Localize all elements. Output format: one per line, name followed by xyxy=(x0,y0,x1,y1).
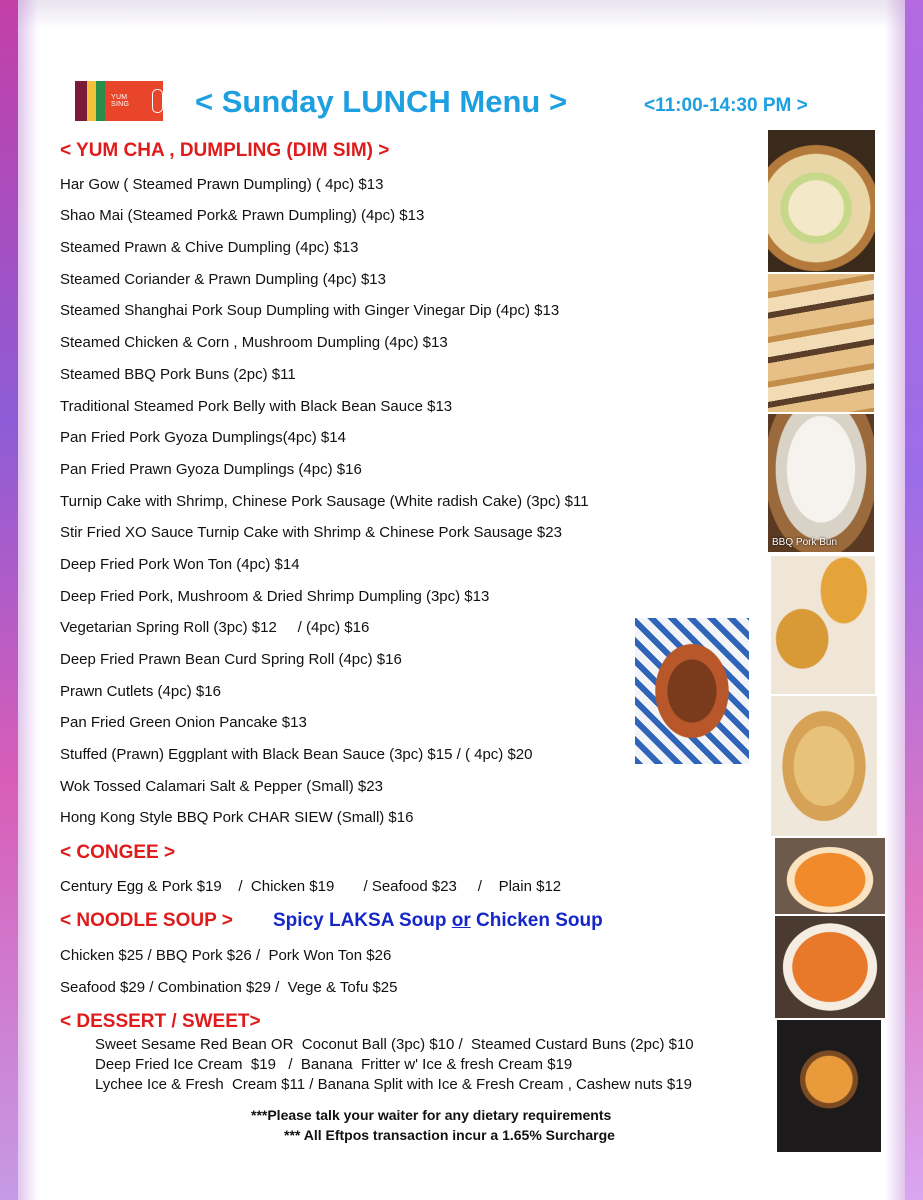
photo-eggplant-dish xyxy=(635,618,749,764)
menu-item: Turnip Cake with Shrimp, Chinese Pork Sausage (White radish Cake) (3pc) $11 xyxy=(60,493,589,510)
left-decorative-border xyxy=(0,0,18,1200)
section-heading-yum-cha: < YUM CHA , DUMPLING (DIM SIM) > xyxy=(60,140,390,161)
chicken-soup-option: Chicken Soup xyxy=(470,910,603,931)
menu-item: Deep Fried Prawn Bean Curd Spring Roll (4pc) $16 xyxy=(60,651,402,668)
photo-fried-dumplings xyxy=(771,556,875,694)
menu-item: Stuffed (Prawn) Eggplant with Black Bean Sauce (3pc) $15 / ( 4pc) $20 xyxy=(60,746,533,763)
right-decorative-border xyxy=(905,0,923,1200)
menu-item: Shao Mai (Steamed Pork& Prawn Dumpling) (4pc) $13 xyxy=(60,207,425,224)
menu-item: Hong Kong Style BBQ Pork CHAR SIEW (Small) $16 xyxy=(60,809,414,826)
restaurant-logo xyxy=(75,81,163,121)
menu-item: Stir Fried XO Sauce Turnip Cake with Shrimp & Chinese Pork Sausage $23 xyxy=(60,524,562,541)
photo-salt-pepper-calamari xyxy=(771,696,877,836)
menu-title: < Sunday LUNCH Menu > xyxy=(195,84,568,119)
logo-badge-icon xyxy=(152,89,163,113)
noodle-soup-base-options xyxy=(273,910,603,932)
menu-item: Pan Fried Prawn Gyoza Dumplings (4pc) $16 xyxy=(60,461,362,478)
surcharge-note: *** All Eftpos transaction incur a 1.65% Surcharge xyxy=(284,1127,615,1143)
photo-dessert xyxy=(777,1020,881,1152)
logo-text: YUM SING xyxy=(110,94,130,108)
photo-gyoza xyxy=(768,274,874,412)
dietary-note: ***Please talk your waiter for any dietary requirements xyxy=(251,1107,612,1123)
photo-laksa-soup xyxy=(775,838,885,914)
menu-item: Traditional Steamed Pork Belly with Black Bean Sauce $13 xyxy=(60,398,453,415)
photo-bbq-pork-bun xyxy=(768,414,874,552)
menu-item: Steamed Shanghai Pork Soup Dumpling with Ginger Vinegar Dip (4pc) $13 xyxy=(60,302,560,319)
menu-item: Pan Fried Pork Gyoza Dumplings(4pc) $14 xyxy=(60,429,346,446)
menu-item: Deep Fried Pork Won Ton (4pc) $14 xyxy=(60,556,300,573)
menu-item: Prawn Cutlets (4pc) $16 xyxy=(60,683,221,700)
section-heading-dessert: < DESSERT / SWEET> xyxy=(60,1011,261,1032)
menu-item: Deep Fried Pork, Mushroom & Dried Shrimp Dumpling (3pc) $13 xyxy=(60,588,490,605)
laksa-option: Spicy LAKSA Soup xyxy=(273,910,452,931)
dessert-line: Deep Fried Ice Cream $19 / Banana Fritter w' Ice & fresh Cream $19 xyxy=(95,1056,573,1073)
top-fade xyxy=(0,0,923,30)
menu-item: Steamed Chicken & Corn , Mushroom Dumpling (4pc) $13 xyxy=(60,334,448,351)
menu-item: Steamed BBQ Pork Buns (2pc) $11 xyxy=(60,366,296,383)
section-heading-congee: < CONGEE > xyxy=(60,842,176,863)
noodle-prices-line: Seafood $29 / Combination $29 / Vege & Tofu $25 xyxy=(60,979,398,996)
dessert-line: Lychee Ice & Fresh Cream $11 / Banana Split with Ice & Fresh Cream , Cashew nuts $19 xyxy=(95,1076,692,1093)
menu-item: Steamed Prawn & Chive Dumpling (4pc) $13 xyxy=(60,239,359,256)
menu-item: Pan Fried Green Onion Pancake $13 xyxy=(60,714,307,731)
menu-item: Steamed Coriander & Prawn Dumpling (4pc) $13 xyxy=(60,271,386,288)
menu-item: Wok Tossed Calamari Salt & Pepper (Small) $23 xyxy=(60,778,383,795)
menu-item: Har Gow ( Steamed Prawn Dumpling) ( 4pc) $13 xyxy=(60,176,384,193)
section-heading-noodle-soup: < NOODLE SOUP > xyxy=(60,910,233,931)
photo-laksa-bowl xyxy=(775,916,885,1018)
dessert-line: Sweet Sesame Red Bean OR Coconut Ball (3pc) $10 / Steamed Custard Buns (2pc) $10 xyxy=(95,1036,694,1053)
opening-hours: <11:00-14:30 PM > xyxy=(644,95,808,116)
logo-mark xyxy=(75,81,105,121)
photo-caption-bbq-pork-bun: BBQ Pork Bun xyxy=(772,537,838,548)
or-word: or xyxy=(451,910,471,931)
congee-prices: Century Egg & Pork $19 / Chicken $19 / Seafood $23 / Plain $12 xyxy=(60,878,562,895)
menu-item: Vegetarian Spring Roll (3pc) $12 / (4pc) $16 xyxy=(60,619,370,636)
noodle-prices-line: Chicken $25 / BBQ Pork $26 / Pork Won Ton $26 xyxy=(60,947,392,964)
photo-shao-mai-dumplings xyxy=(768,130,875,272)
